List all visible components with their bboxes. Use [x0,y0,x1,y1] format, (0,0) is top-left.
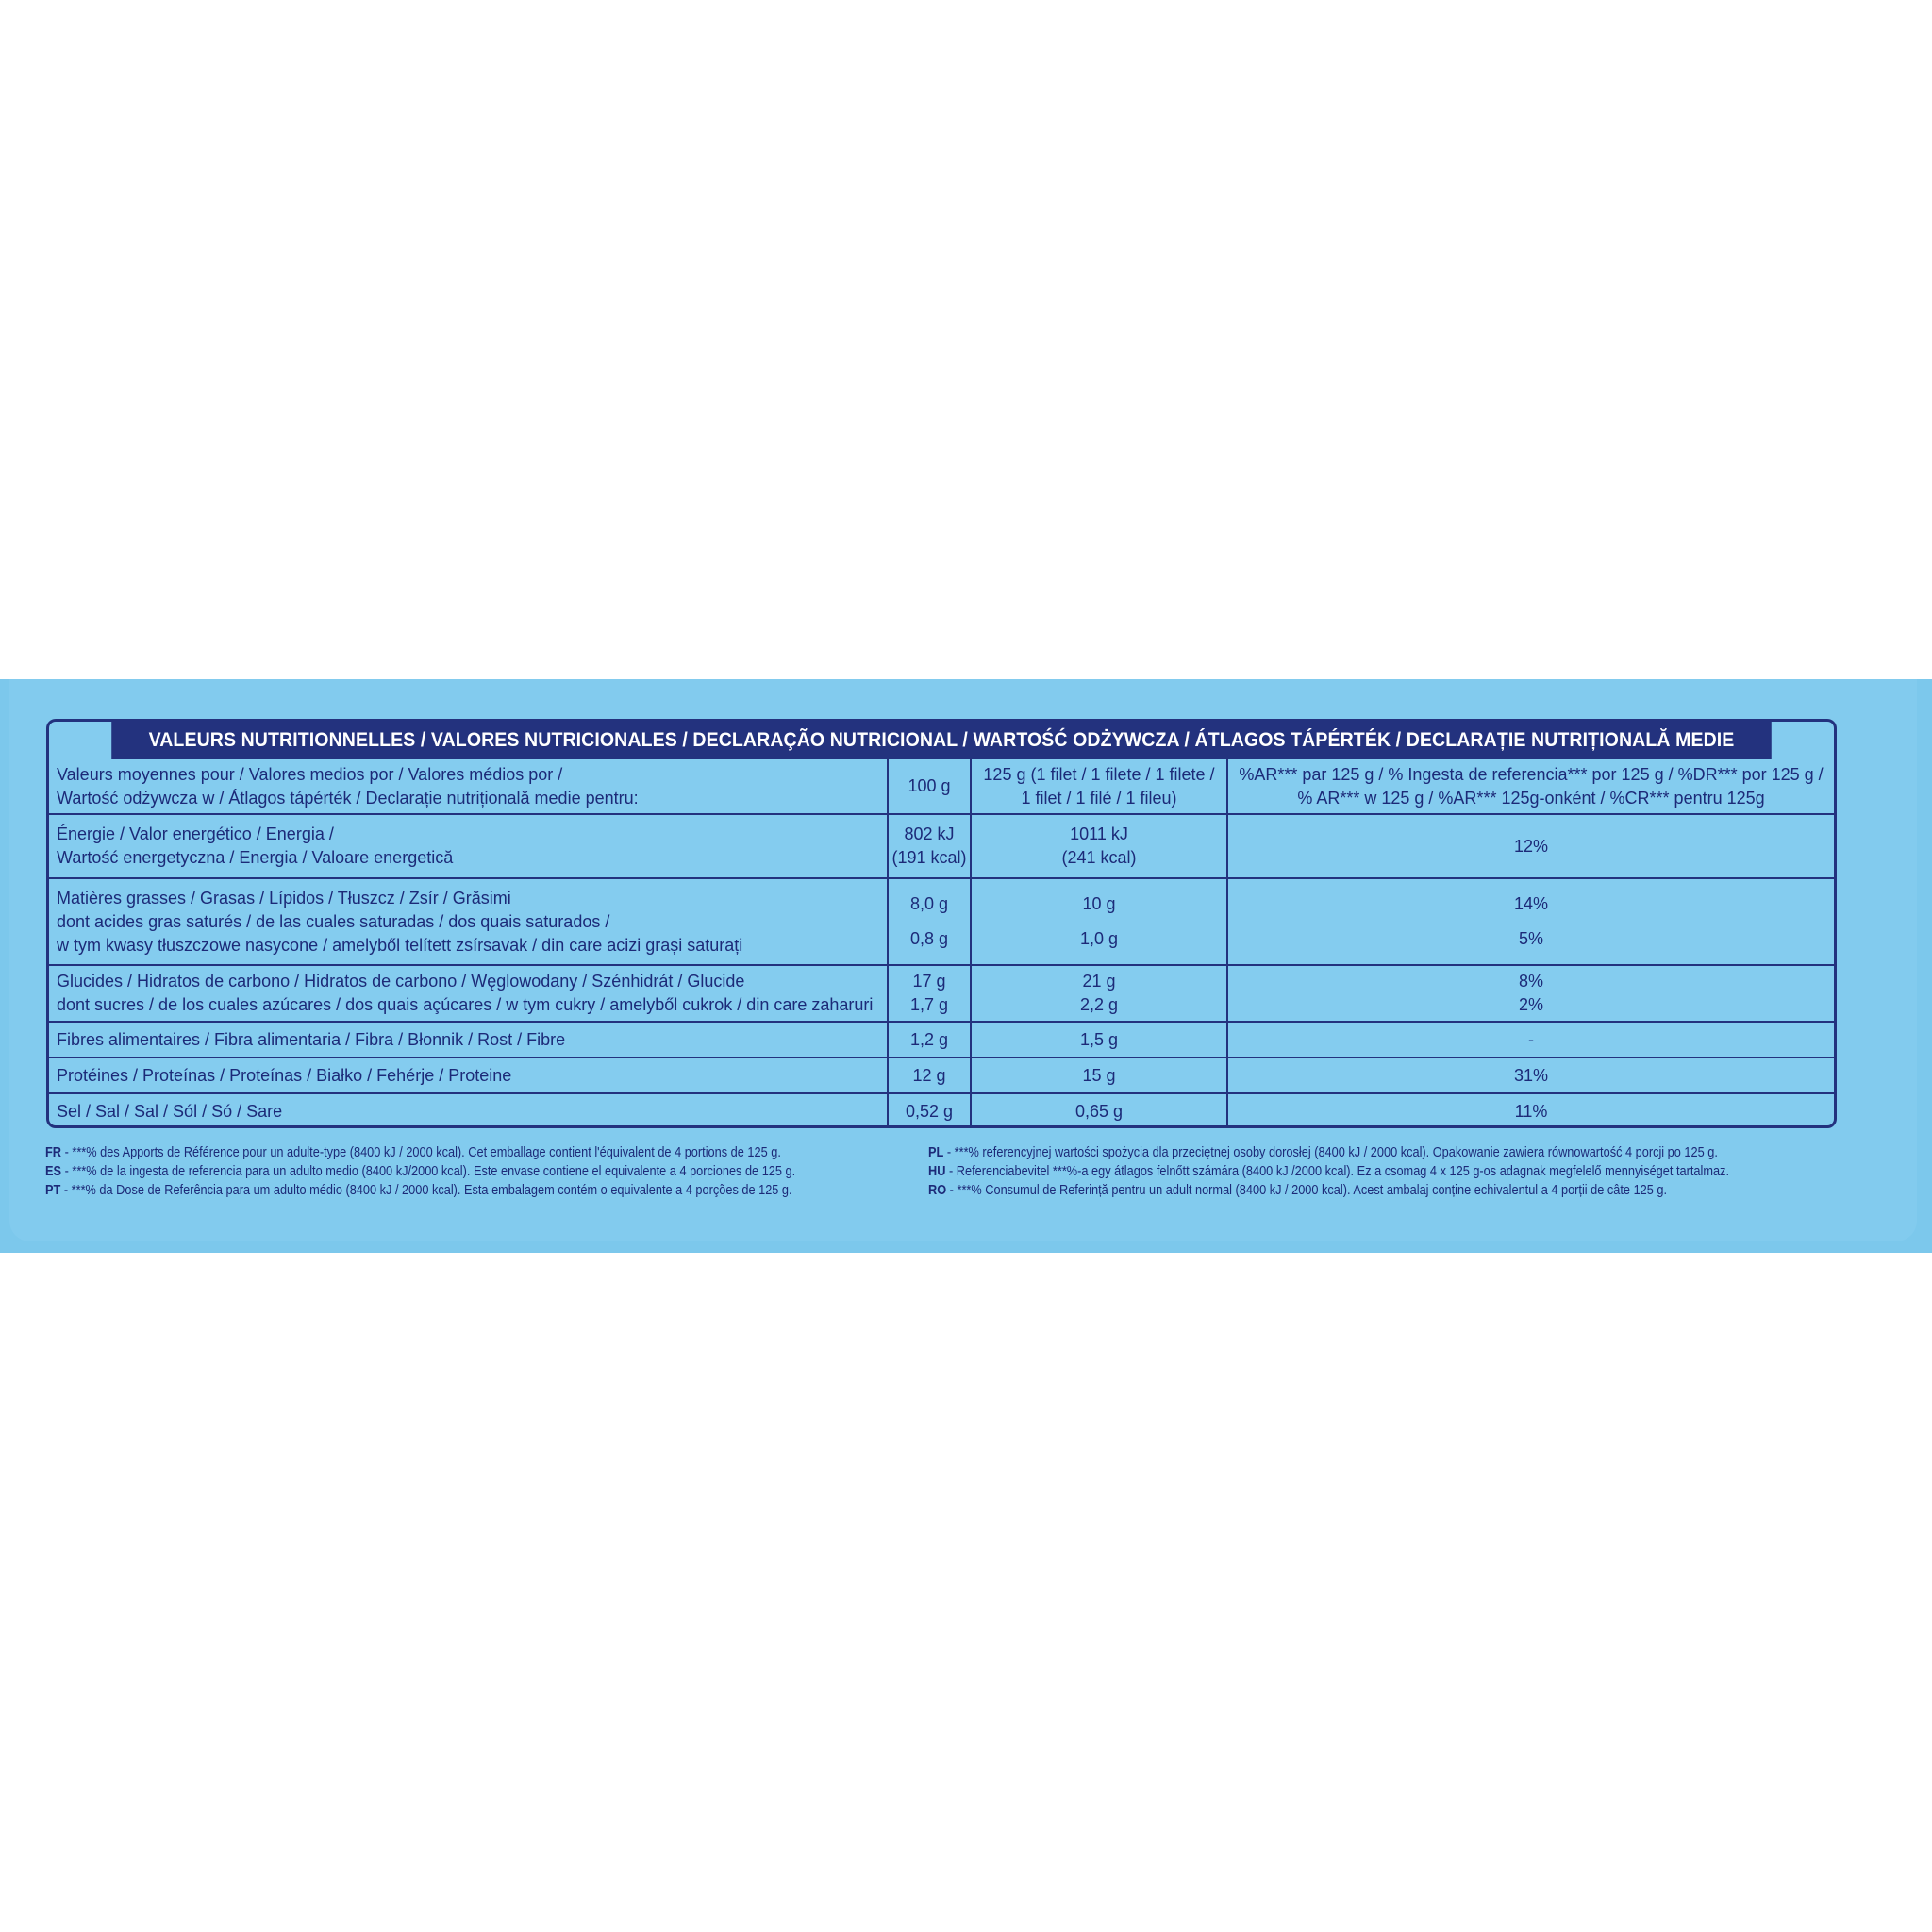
table-row-fibre [49,1022,1834,1058]
nutrition-grid [49,759,1834,1128]
footnote-code: PL [928,1145,944,1160]
fibre-125g: 1,5 g [971,1022,1227,1058]
footnote-es [45,1162,795,1181]
header-ar-line: % AR*** w 125 g / %AR*** 125g-onként / %CR*** pentru 125g [1297,788,1765,808]
header-100g: 100 g [888,759,971,814]
footnote-code: FR [45,1145,62,1160]
footnote-code: HU [928,1164,946,1179]
energy-label-line: Énergie / Valor energético / Energia / [57,824,334,843]
carbs-125g [971,965,1227,1022]
nutrition-table [46,719,1837,1128]
energy-label-line: Wartość energetyczna / Energia / Valoare energetică [57,848,454,867]
energy-125g [971,814,1227,878]
table-row-salt [49,1093,1834,1128]
carbs-label-line: Glucides / Hidratos de carbono / Hidratos de carbono / Węglowodany / Szénhidrát / Glucide [57,972,745,991]
fat-label-line: w tym kwasy tłuszczowe nasycone / amelyből telített zsírsavak / din care acizi grași saturați [57,935,743,955]
table-row-energy [49,814,1834,878]
fat-label-line: dont acides gras saturés / de las cuales saturadas / dos quais saturados / [57,911,610,931]
fat-100g [888,878,971,965]
protein-ar: 31% [1227,1058,1834,1093]
fat-ar [1227,878,1834,965]
table-title: VALEURS NUTRITIONNELLES / VALORES NUTRICIONALES / DECLARAÇÃO NUTRICIONAL / WARTOŚĆ ODŻYWCZA / ÁTLAGOS TÁPÉRTÉK / DECLARAȚIE NUTRIȚIONALĂ MEDIE [111,722,1772,759]
fibre-ar: - [1227,1022,1834,1058]
header-label-line: Valeurs moyennes pour / Valores medios por / Valores médios por / [57,764,563,784]
carbs-ar [1227,965,1834,1022]
footnote-code: ES [45,1164,62,1179]
header-label-line: Wartość odżywcza w / Átlagos tápérték / Declarație nutrițională medie pentru: [57,788,639,808]
carbs-100g-sugars: 1,7 g [909,995,949,1014]
salt-100g: 0,52 g [888,1093,971,1128]
footnote-text: - ***% da Dose de Referência para um adulto médio (8400 kJ / 2000 kcal). Esta embalagem contém o equivalente a 4 porções de 125 g. [60,1183,792,1198]
footnote-text: - Referenciabevitel ***%-a egy átlagos felnőtt számára (8400 kJ /2000 kcal). Ez a csomag 4 x 125 g-os adagnak megfelelő mennyiséget tartalmaz. [945,1164,1729,1179]
footnotes-left [45,1143,795,1200]
salt-ar: 11% [1227,1093,1834,1128]
carbs-ar-total: 8% [1518,972,1543,991]
table-row-fat [49,878,1834,965]
protein-125g: 15 g [971,1058,1227,1093]
footnote-text: - ***% de la ingesta de referencia para un adulto medio (8400 kJ/2000 kcal). Este envase contiene el equivalente a 4 porciones de 125 g. [61,1164,796,1179]
footnote-code: RO [928,1183,947,1198]
table-row-carbs [49,965,1834,1022]
fat-ar-total: 14% [1513,894,1549,913]
header-ar [1227,759,1834,814]
footnote-pt [45,1181,795,1200]
salt-label: Sel / Sal / Sal / Sól / Só / Sare [49,1093,888,1128]
carbs-125g-sugars: 2,2 g [1079,995,1119,1014]
fat-100g-saturated: 0,8 g [909,929,949,948]
footnote-text: - ***% Consumul de Referință pentru un adult normal (8400 kJ / 2000 kcal). Acest ambalaj conține echivalentul a 4 porții de câte 125 g. [946,1183,1668,1198]
energy-125g-kj: 1011 kJ [1070,824,1128,843]
footnotes-right [928,1143,1729,1200]
footnote-code: PT [45,1183,61,1198]
header-125g-line: 125 g (1 filet / 1 filete / 1 filete / [983,764,1215,784]
footnote-pl [928,1143,1729,1162]
footnote-text: - ***% des Apports de Référence pour un adulte-type (8400 kJ / 2000 kcal). Cet emballage contient l'équivalent de 4 portions de 125 g. [61,1145,781,1160]
carbs-100g [888,965,971,1022]
header-125g [971,759,1227,814]
protein-label: Protéines / Proteínas / Proteínas / Białko / Fehérje / Proteine [49,1058,888,1093]
fat-100g-total: 8,0 g [909,894,949,913]
energy-label [49,814,888,878]
fat-label-line: Matières grasses / Grasas / Lípidos / Tłuszcz / Zsír / Grăsimi [57,888,511,908]
fat-label [49,878,888,965]
carbs-125g-total: 21 g [1082,972,1116,991]
footnote-ro [928,1181,1729,1200]
fibre-label: Fibres alimentaires / Fibra alimentaria / Fibra / Błonnik / Rost / Fibre [49,1022,888,1058]
footnote-hu [928,1162,1729,1181]
header-label [49,759,888,814]
energy-ar: 12% [1227,814,1834,878]
carbs-ar-sugars: 2% [1518,995,1543,1014]
carbs-label-line: dont sucres / de los cuales azúcares / dos quais açúcares / w tym cukry / amelyből cukrok / din care zaharuri [57,995,874,1014]
energy-125g-kcal: (241 kcal) [1061,848,1137,867]
carbs-label [49,965,888,1022]
fat-125g-saturated: 1,0 g [1079,929,1119,948]
energy-100g-kj: 802 kJ [904,824,955,843]
footnote-fr [45,1143,795,1162]
table-row-protein [49,1058,1834,1093]
energy-100g-kcal: (191 kcal) [891,848,967,867]
header-125g-line: 1 filet / 1 filé / 1 fileu) [1021,788,1177,808]
header-ar-line: %AR*** par 125 g / % Ingesta de referencia*** por 125 g / %DR*** por 125 g / [1239,764,1824,784]
salt-125g: 0,65 g [971,1093,1227,1128]
fat-125g-total: 10 g [1082,894,1116,913]
fibre-100g: 1,2 g [888,1022,971,1058]
footnote-text: - ***% referencyjnej wartości spożycia dla przeciętnej osoby dorosłej (8400 kJ / 2000 kcal). Opakowanie zawiera równowartość 4 porcji po 125 g. [943,1145,1718,1160]
table-header-row [49,759,1834,814]
fat-125g [971,878,1227,965]
protein-100g: 12 g [888,1058,971,1093]
energy-100g [888,814,971,878]
carbs-100g-total: 17 g [912,972,946,991]
fat-ar-saturated: 5% [1518,929,1543,948]
